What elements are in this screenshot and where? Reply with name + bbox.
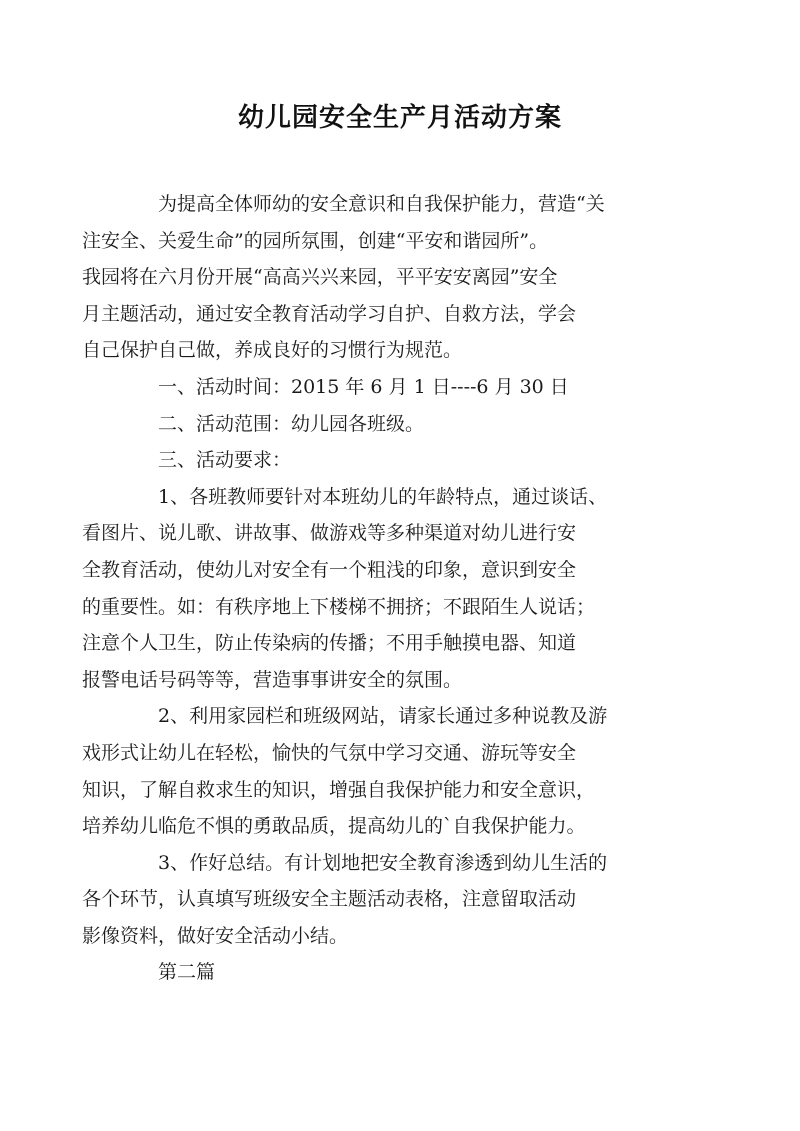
text-line: 看图片、说儿歌、讲故事、做游戏等多种渠道对幼儿进行安 (82, 522, 577, 545)
text-line: 全教育活动，使幼儿对安全有一个粗浅的印象，意识到安全 (82, 558, 577, 581)
text-line: 戏形式让幼儿在轻松，愉快的气氛中学习交通、游玩等安全 (82, 741, 577, 764)
text-line: 为提高全体师幼的安全意识和自我保护能力，营造“关 (158, 193, 605, 215)
activity-time-paragraph (120, 369, 684, 406)
text-line: 二、活动范围：幼儿园各班级。 (158, 412, 425, 435)
text-line: 的重要性。如：有秩序地上下楼梯不拥挤；不跟陌生人说话； (82, 595, 596, 618)
text-line: 影像资料，做好安全活动小结。 (82, 924, 349, 947)
text-line: 2、利用家园栏和班级网站，请家长通过多种说教及游 (158, 705, 608, 728)
requirement-2-paragraph (82, 698, 684, 844)
requirement-1-paragraph (82, 479, 684, 699)
text-line: 我园将在六月份开展“高高兴兴来园，平平安安离园”安全 (82, 266, 558, 289)
document-title: 幼儿园安全生产月活动方案 (237, 103, 562, 133)
text-line: 一、活动时间：2015 年 6 月 1 日----6 月 30 日 (158, 375, 569, 398)
text-line: 自己保护自己做，养成良好的习惯行为规范。 (82, 339, 463, 362)
text-line: 1、各班教师要针对本班幼儿的年龄特点，通过谈话、 (158, 485, 608, 508)
text-line: 3、作好总结。有计划地把安全教育渗透到幼儿生活的 (158, 851, 608, 874)
text-line: 三、活动要求： (158, 449, 292, 472)
text-line: 各个环节，认真填写班级安全主题活动表格，注意留取活动 (82, 888, 577, 911)
text-line: 第二篇 (158, 961, 216, 984)
text-line: 月主题活动，通过安全教育活动学习自护、自救方法，学会 (82, 302, 577, 325)
requirement-3-paragraph (82, 845, 684, 955)
text-line: 培养幼儿临危不惧的勇敢品质，提高幼儿的`自我保护能力。 (82, 815, 586, 838)
activity-scope-paragraph (120, 406, 684, 443)
text-line: 注意个人卫生，防止传染病的传播；不用手触摸电器、知道 (82, 632, 577, 655)
section-two-heading (120, 954, 684, 991)
text-line: 知识，了解自救求生的知识，增强自我保护能力和安全意识， (82, 778, 596, 801)
text-line: 注安全、关爱生命”的园所氛围，创建“平安和谐园所”。 (82, 229, 549, 252)
document-body (82, 186, 684, 991)
activity-requirements-heading (120, 442, 684, 479)
text-line: 报警电话号码等等，营造事事讲安全的氛围。 (82, 668, 463, 691)
intro-paragraph (82, 186, 684, 369)
